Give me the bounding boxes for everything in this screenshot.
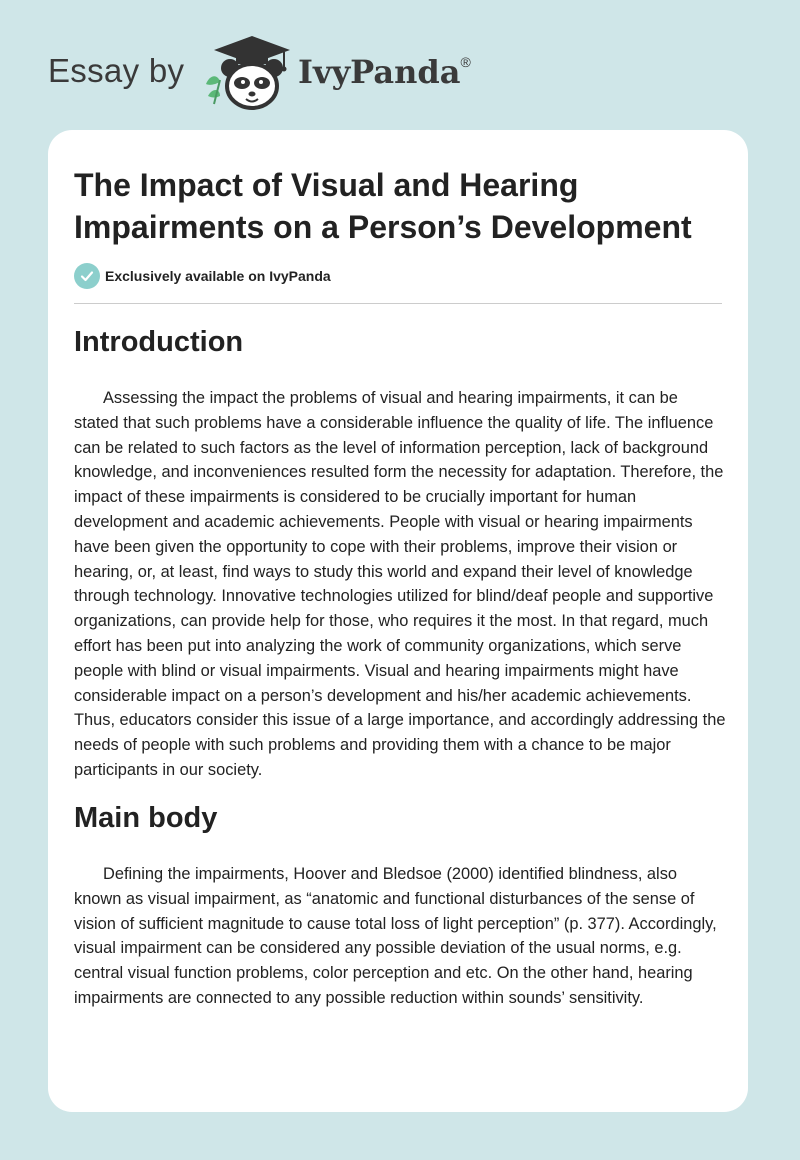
- exclusive-badge: [74, 263, 331, 289]
- section-heading-main-body: Main body: [74, 802, 218, 834]
- section-paragraph-introduction: Assessing the impact the problems of visual and hearing impairments, it can be stated that such problems have a considerable influence the quality of life. The influence can be related to such factors as the level of information perception, lack of background knowledge, and inconveniences resulted form the necessity for adaptation. Therefore, the impact of these impairments is considered to be crucially important for human development and academic achievements. People with visual or hearing impairments have been given the opportunity to cope with their problems, improve their vision or hearing, or, at least, find ways to study this world and expand their level of knowledge through technology. Innovative technologies utilized for blind/deaf people and supportive organizations, can provide help for those, who requires it the most. In that regard, much effort has been put into analyzing the work of community organizations, which serve people with blind or visual impairments. Visual and hearing impairments might have considerable impact on a person’s development and his/her academic achievements. Thus, educators consider this issue of a large importance, and accordingly addressing the needs of people with such problems and providing them with a chance to be major participants in our society.: [74, 389, 726, 779]
- brand-name[interactable]: IvyPanda®: [298, 53, 471, 91]
- checkmark-icon: [74, 263, 100, 289]
- essay-by-label: Essay by: [48, 52, 185, 89]
- site-header: [48, 34, 748, 114]
- badge-label: Exclusively available on IvyPanda: [105, 268, 331, 284]
- section-paragraph-main-body: Defining the impairments, Hoover and Bledsoe (2000) identified blindness, also known as visual impairment, as “anatomic and functional disturbances of the sense of vision of sufficient magnitude to cause total loss of light perception” (p. 377). Accordingly, visual impairment can be considered any possible deviation of the usual norms, e.g. central visual function problems, color perception and etc. On the other hand, hearing impairments are connected to any possible reduction within sounds’ sensitivity.: [74, 865, 717, 1007]
- registered-mark: ®: [460, 54, 471, 71]
- article-title: The Impact of Visual and Hearing Impairments on a Person’s Development: [74, 167, 692, 245]
- article-card: [48, 130, 748, 1112]
- title-divider: [74, 303, 722, 304]
- section-heading-introduction: Introduction: [74, 326, 244, 358]
- panda-graduate-logo-icon[interactable]: [200, 34, 296, 110]
